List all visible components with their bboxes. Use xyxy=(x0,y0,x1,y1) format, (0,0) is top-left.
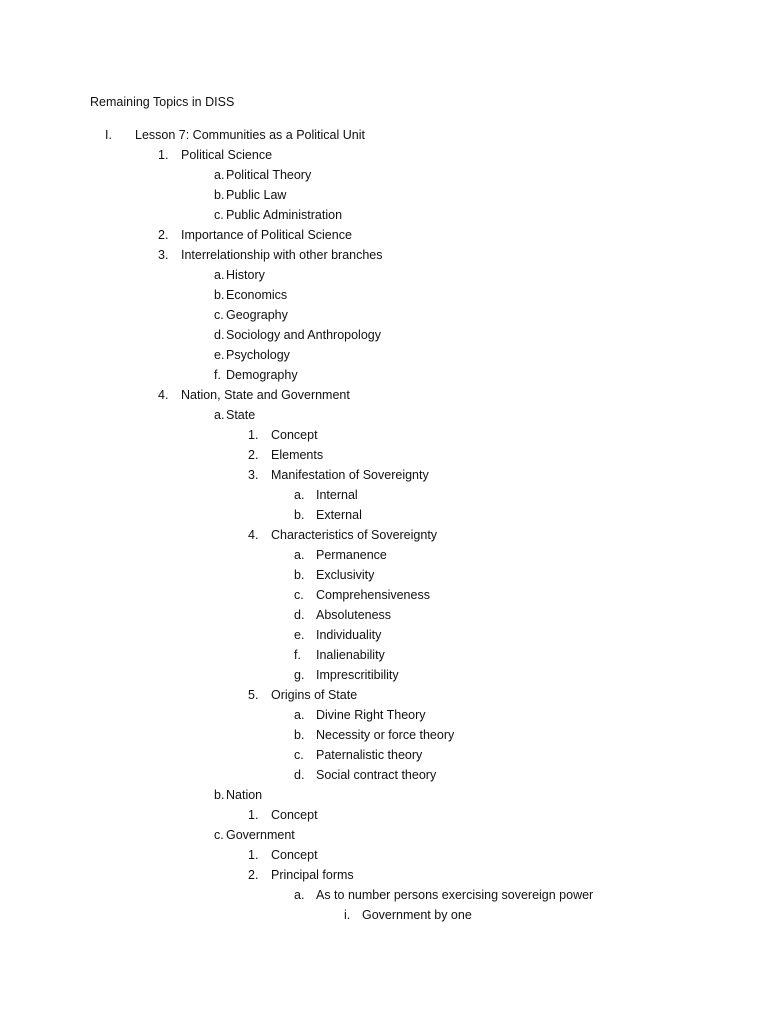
outline-item-text: Demography xyxy=(226,368,298,382)
outline-item-text: History xyxy=(226,268,265,282)
outline-marker: f. xyxy=(214,368,221,382)
outline-marker: a. xyxy=(294,488,305,502)
outline-item-text: Public Law xyxy=(226,188,287,202)
outline-item-text: Divine Right Theory xyxy=(316,708,426,722)
outline-item-text: Government by one xyxy=(362,908,472,922)
outline-item-text: Inalienability xyxy=(316,648,385,662)
outline-item-text: Political Science xyxy=(181,148,273,162)
outline-marker: e. xyxy=(214,348,225,362)
outline-marker: b. xyxy=(214,288,225,302)
outline-item-text: Necessity or force theory xyxy=(316,728,455,742)
outline-item-text: Social contract theory xyxy=(316,768,437,782)
outline-item-text: Interrelationship with other branches xyxy=(181,248,383,262)
outline-item-text: Economics xyxy=(226,288,288,302)
outline-marker: 2. xyxy=(158,228,169,242)
outline-item-text: Nation, State and Government xyxy=(181,388,350,402)
outline-marker: a. xyxy=(214,408,225,422)
outline-item-text: Elements xyxy=(271,448,324,462)
outline-item-text: Political Theory xyxy=(226,168,312,182)
outline-marker: 1. xyxy=(248,808,259,822)
outline-marker: 3. xyxy=(158,248,169,262)
outline-marker: i. xyxy=(344,908,351,922)
outline-item-text: Principal forms xyxy=(271,868,354,882)
outline-item-text: Geography xyxy=(226,308,288,322)
outline-marker: 4. xyxy=(248,528,259,542)
outline-item-text: Lesson 7: Communities as a Political Unit xyxy=(135,128,365,142)
outline-item-text: Government xyxy=(226,828,295,842)
outline-marker: a. xyxy=(294,888,305,902)
outline-marker: c. xyxy=(214,308,224,322)
outline-marker: 5. xyxy=(248,688,259,702)
outline-marker: 2. xyxy=(248,868,259,882)
outline-item-text: Concept xyxy=(271,808,318,822)
outline-item-text: Sociology and Anthropology xyxy=(226,328,381,342)
outline-item-text: Imprescritibility xyxy=(316,668,399,682)
outline-item-text: Manifestation of Sovereignty xyxy=(271,468,429,482)
outline-marker: b. xyxy=(294,508,305,522)
outline-item-text: Paternalistic theory xyxy=(316,748,423,762)
outline-item-text: Psychology xyxy=(226,348,290,362)
outline-marker: b. xyxy=(214,188,225,202)
outline-marker: a. xyxy=(294,708,305,722)
outline-marker: a. xyxy=(214,168,225,182)
outline-marker: d. xyxy=(294,608,305,622)
outline-item-text: Permanence xyxy=(316,548,387,562)
outline-marker: e. xyxy=(294,628,305,642)
outline-item-text: As to number persons exercising sovereign power xyxy=(316,888,594,902)
outline-item-text: Exclusivity xyxy=(316,568,375,582)
outline-marker: 1. xyxy=(248,428,259,442)
outline-item-text: Comprehensiveness xyxy=(316,588,430,602)
outline-item-text: External xyxy=(316,508,362,522)
outline-marker: b. xyxy=(214,788,225,802)
outline-marker: a. xyxy=(294,548,305,562)
outline-marker: 3. xyxy=(248,468,259,482)
outline-marker: I. xyxy=(105,128,112,142)
outline-marker: a. xyxy=(214,268,225,282)
outline-item-text: Individuality xyxy=(316,628,382,642)
outline-item-text: Nation xyxy=(226,788,263,802)
outline-marker: b. xyxy=(294,568,305,582)
outline-marker: 1. xyxy=(248,848,259,862)
outline-marker: 1. xyxy=(158,148,169,162)
outline-marker: c. xyxy=(214,828,224,842)
outline-marker: 2. xyxy=(248,448,259,462)
outline-marker: c. xyxy=(214,208,224,222)
outline-item-text: Internal xyxy=(316,488,358,502)
outline-item-text: Importance of Political Science xyxy=(181,228,352,242)
document-title: Remaining Topics in DISS xyxy=(90,95,235,109)
outline-item-text: Public Administration xyxy=(226,208,343,222)
outline-marker: c. xyxy=(294,588,304,602)
outline-item-text: Origins of State xyxy=(271,688,358,702)
outline-marker: b. xyxy=(294,728,305,742)
outline-marker: d. xyxy=(214,328,225,342)
outline-marker: 4. xyxy=(158,388,169,402)
outline-marker: d. xyxy=(294,768,305,782)
outline-marker: c. xyxy=(294,748,304,762)
outline-item-text: Absoluteness xyxy=(316,608,392,622)
outline-marker: g. xyxy=(294,668,305,682)
outline-marker: f. xyxy=(294,648,301,662)
outline-item-text: Characteristics of Sovereignty xyxy=(271,528,438,542)
outline-item-text: Concept xyxy=(271,428,318,442)
outline-item-text: State xyxy=(226,408,256,422)
outline-item-text: Concept xyxy=(271,848,318,862)
